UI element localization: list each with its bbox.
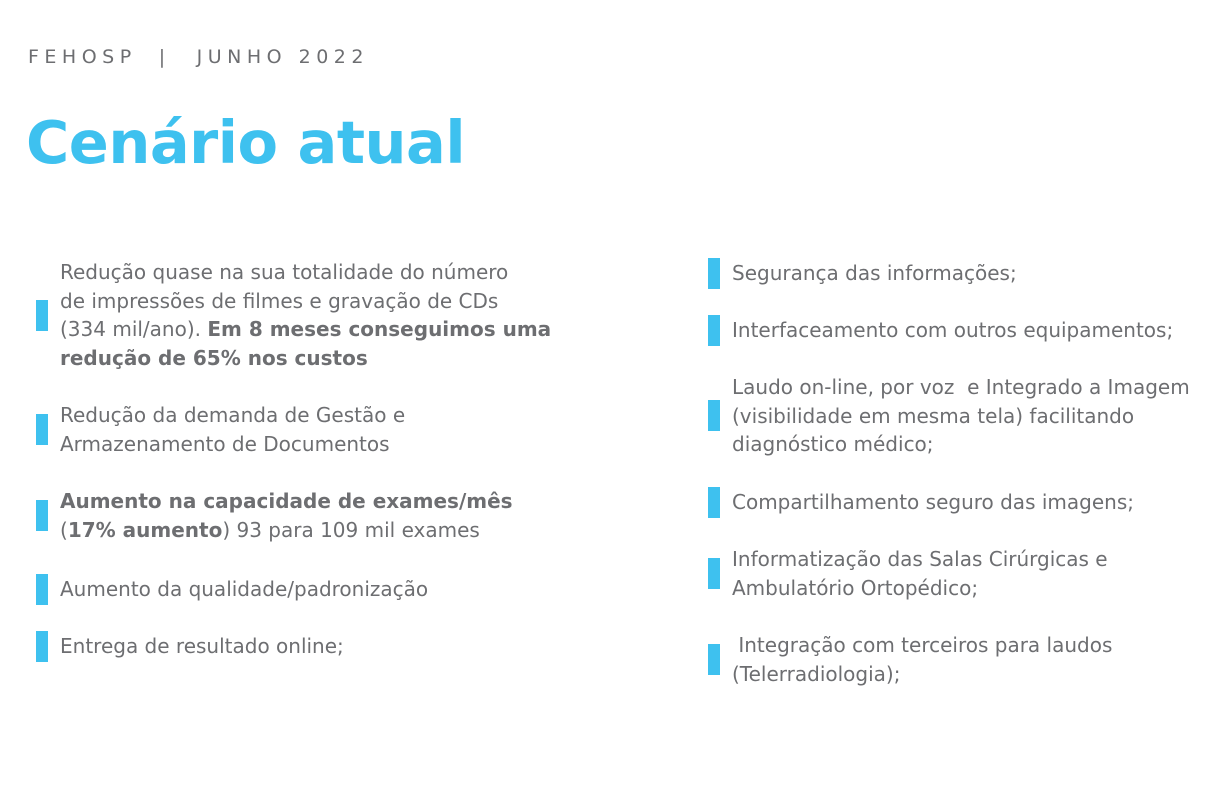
list-item-text: Laudo on-line, por voz e Integrado a Imagem (visibilidade em mesma tela) facilitando diagnóstico médico;: [732, 375, 1190, 456]
list-item: [36, 574, 428, 605]
header-date: JUNHO 2022: [196, 46, 369, 68]
bullet-marker: [36, 631, 48, 662]
list-item-text: Informatização das Salas Cirúrgicas e Ambulatório Ortopédico;: [732, 547, 1108, 600]
bullet-marker: [708, 258, 720, 289]
list-item: [36, 631, 344, 662]
list-item: [36, 258, 551, 372]
bullet-marker: [36, 300, 48, 331]
page-title: Cenário atual: [26, 108, 466, 177]
list-item-text: Aumento na capacidade de exames/mês (17% aumento) 93 para 109 mil exames: [60, 489, 513, 542]
list-item-text: Integração com terceiros para laudos (Telerradiologia);: [732, 633, 1113, 686]
bullet-marker: [708, 487, 720, 518]
header-separator: |: [158, 46, 171, 68]
list-item-text: Compartilhamento seguro das imagens;: [732, 490, 1134, 515]
list-item: [36, 487, 513, 544]
list-item-text: Entrega de resultado online;: [60, 634, 344, 659]
list-item: [708, 258, 1017, 289]
list-item: [708, 487, 1134, 518]
list-item-text: Interfaceamento com outros equipamentos;: [732, 318, 1174, 343]
list-item: [708, 315, 1173, 346]
list-item: [708, 545, 1108, 602]
list-item-text: Redução da demanda de Gestão e Armazenamento de Documentos: [60, 403, 406, 456]
bullet-marker: [36, 500, 48, 531]
bullet-marker: [708, 400, 720, 431]
list-item-text: Aumento da qualidade/padronização: [60, 577, 429, 602]
bullet-marker: [708, 644, 720, 675]
bullet-marker: [36, 574, 48, 605]
list-item: [708, 373, 1190, 459]
page-header: [28, 46, 369, 68]
header-org: FEHOSP: [28, 46, 137, 68]
bullet-marker: [708, 558, 720, 589]
list-item-text: Segurança das informações;: [732, 261, 1017, 286]
bullet-marker: [708, 315, 720, 346]
list-item: [36, 401, 405, 458]
bullet-marker: [36, 414, 48, 445]
list-item: [708, 631, 1112, 688]
list-item-text: Redução quase na sua totalidade do número de impressões de filmes e gravação de CDs (334 mil/ano). Em 8 meses conseguimos uma redução de 65% nos custos: [60, 260, 552, 370]
